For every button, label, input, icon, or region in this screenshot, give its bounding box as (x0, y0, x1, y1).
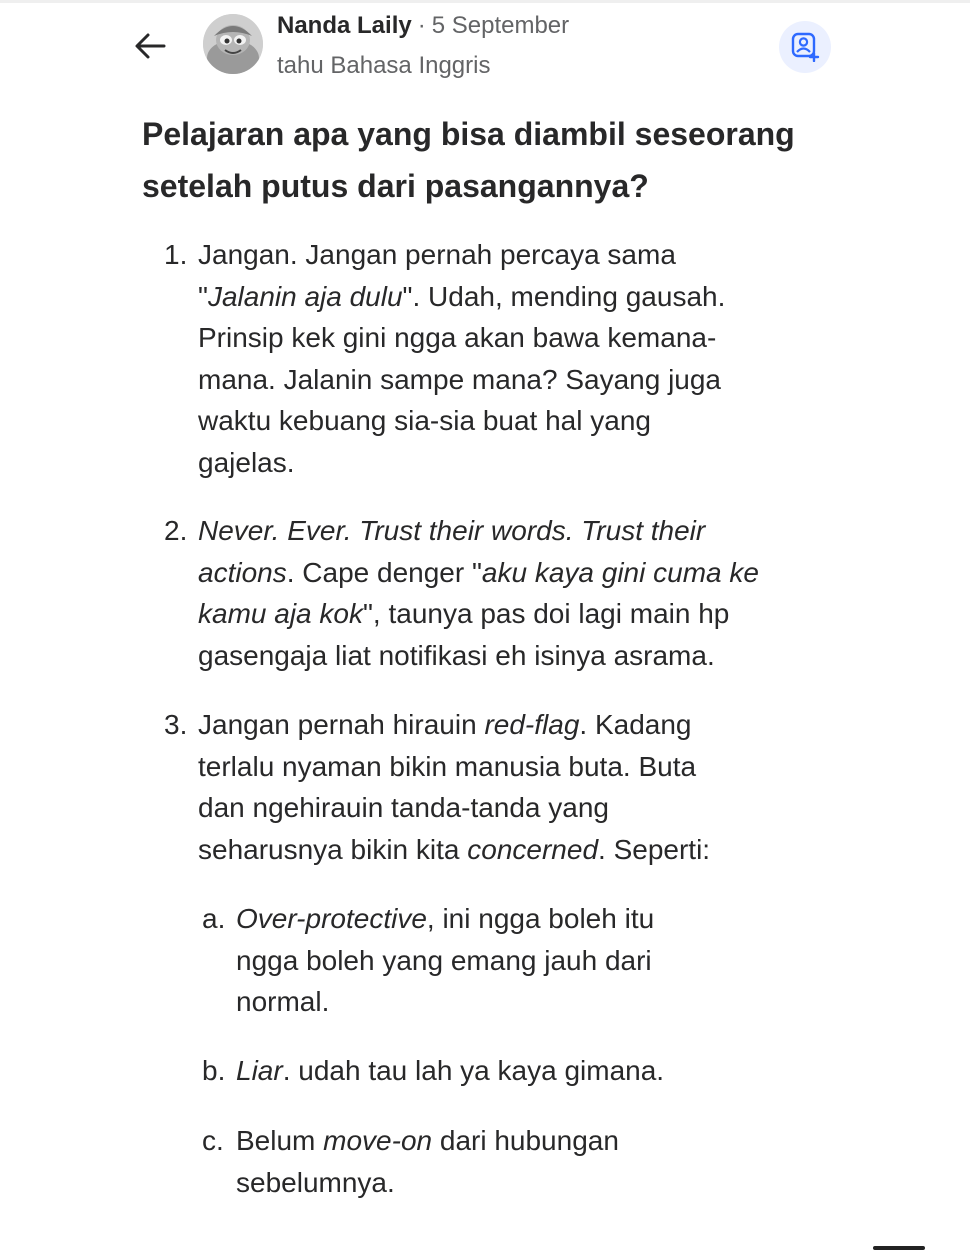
list-number: 3. (164, 709, 188, 740)
text-line (236, 1050, 664, 1092)
italic-text: red-flag (484, 709, 580, 740)
list-item-text (198, 234, 725, 483)
separator-dot: · (417, 12, 426, 39)
italic-text: Never. Ever. Trust their words. Trust their (198, 515, 706, 546)
text-line (198, 787, 710, 829)
text-span: . Seperti: (598, 833, 711, 865)
text-line (198, 234, 725, 276)
sub-list-letter: c. (202, 1125, 224, 1156)
text-span: ". Udah, mending gausah. (402, 280, 726, 312)
italic-text: kamu aja kok (198, 598, 363, 629)
text-span: dari hubungan (432, 1125, 619, 1156)
list-item (164, 234, 726, 483)
italic-text: Liar (236, 1055, 283, 1086)
text-span: normal. (236, 986, 330, 1017)
sub-list-item (202, 1120, 619, 1203)
text-line (198, 400, 725, 442)
text-line (198, 704, 710, 746)
text-span: , ini ngga boleh itu (426, 903, 655, 934)
text-line (198, 317, 725, 359)
text-span: waktu kebuang sia-sia buat hal yang (198, 405, 651, 436)
text-span: sebelumnya. (236, 1166, 395, 1198)
text-span: gajelas. (198, 446, 295, 478)
list-number: 2. (164, 515, 188, 546)
text-span: . Kadang (579, 709, 692, 740)
text-span: . Cape denger " (286, 556, 482, 588)
text-line (198, 276, 725, 318)
text-line (198, 359, 725, 401)
post-date[interactable]: 5 September (431, 12, 570, 39)
follow-button[interactable] (779, 21, 831, 73)
italic-text: actions (198, 556, 287, 588)
text-line (236, 1162, 619, 1204)
author-name[interactable]: Nanda Laily (277, 12, 412, 39)
question-title[interactable]: Pelajaran apa yang bisa diambil seseorang setelah putus dari pasangannya? (142, 116, 795, 204)
sub-list-item-text (236, 1120, 619, 1203)
list-item-text (198, 704, 710, 870)
italic-text: Over-protective (236, 903, 427, 934)
sub-list-item (202, 1050, 665, 1092)
cartoon-avatar-icon (203, 14, 263, 74)
text-span: . udah tau lah ya kaya gimana. (282, 1055, 665, 1086)
text-span: ", taunya pas doi lagi main hp (362, 598, 730, 629)
text-span: ngga boleh yang emang jauh dari (236, 944, 652, 976)
home-indicator (873, 1246, 925, 1250)
text-line (198, 746, 710, 788)
arrow-left-icon (134, 32, 166, 60)
author-line (277, 10, 569, 42)
italic-text: concerned (467, 833, 599, 865)
sub-list-item-text (236, 1050, 664, 1092)
text-line (198, 829, 710, 871)
text-span: Prinsip kek gini ngga akan bawa kemana- (198, 322, 717, 353)
list-item-text (198, 510, 759, 676)
sub-list-item-text (236, 898, 654, 1023)
text-line (236, 898, 654, 940)
italic-text: aku kaya gini cuma ke (481, 556, 759, 588)
italic-text: move-on (323, 1125, 433, 1156)
post-header (0, 0, 970, 95)
author-credential: tahu Bahasa Inggris (277, 52, 491, 79)
sub-list-letter: a. (202, 903, 226, 934)
add-person-icon (790, 32, 820, 62)
text-line (236, 981, 654, 1023)
list-item (164, 704, 711, 870)
list-number: 1. (164, 239, 188, 270)
sub-list-letter: b. (202, 1055, 226, 1086)
list-item (164, 510, 759, 676)
text-span: " (198, 280, 208, 312)
text-span: dan ngehirauin tanda-tanda yang (198, 792, 610, 823)
italic-text: Jalanin aja dulu (207, 280, 403, 312)
text-line (198, 442, 725, 484)
text-span: Jangan. Jangan pernah percaya sama (198, 239, 676, 270)
back-button[interactable] (128, 26, 172, 66)
sub-list-item (202, 898, 655, 1023)
text-line (198, 510, 759, 552)
text-line (198, 635, 759, 677)
text-line (198, 593, 759, 635)
text-span: mana. Jalanin sampe mana? Sayang juga (198, 363, 722, 395)
text-span: terlalu nyaman bikin manusia buta. Buta (198, 750, 697, 782)
text-span: gasengaja liat notifikasi eh isinya asrama. (198, 639, 715, 671)
text-span: Jangan pernah hirauin (198, 709, 485, 740)
text-span: Belum (236, 1125, 324, 1156)
text-line (198, 552, 759, 594)
text-line (236, 1120, 619, 1162)
text-line (236, 940, 654, 982)
avatar[interactable] (203, 14, 263, 74)
text-span: seharusnya bikin kita (198, 833, 468, 865)
